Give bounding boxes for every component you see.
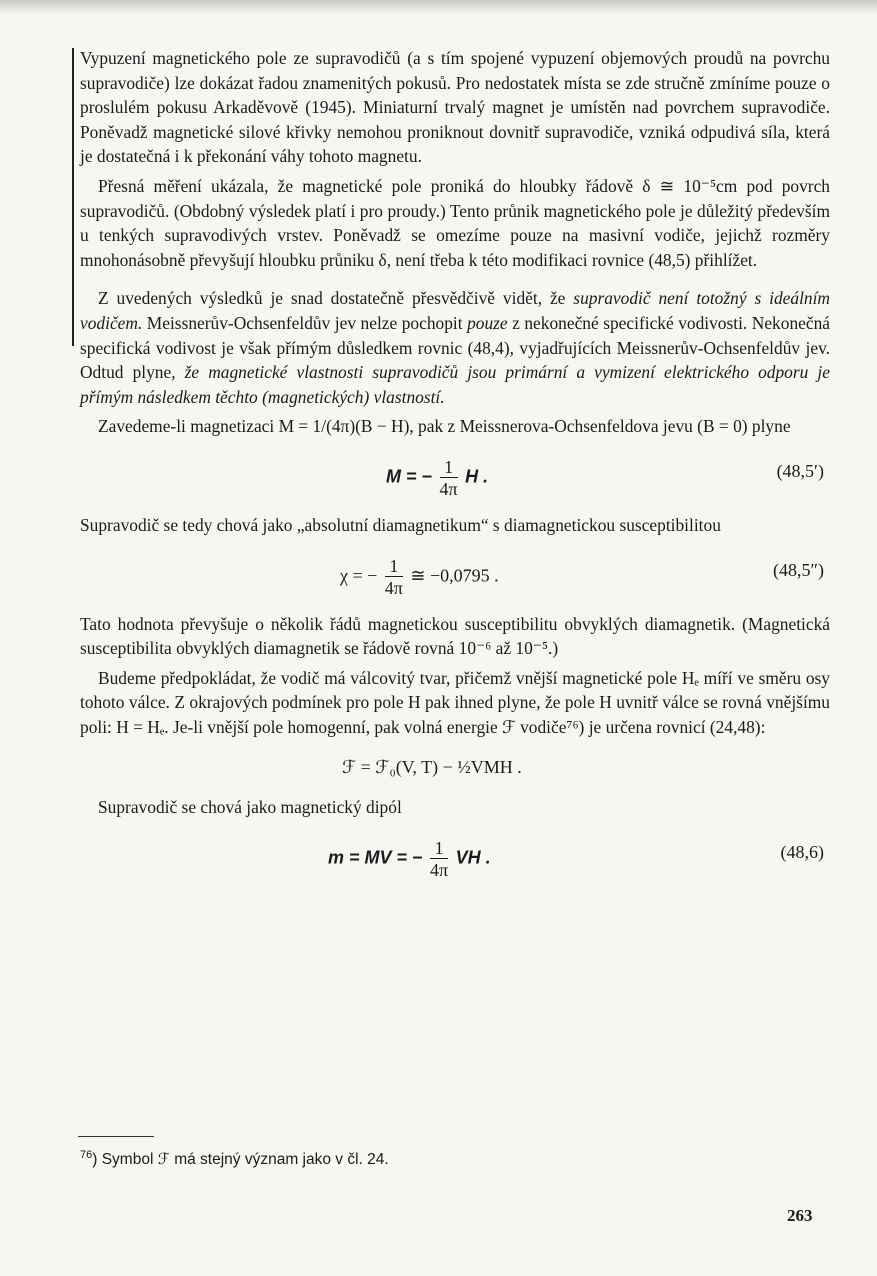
paragraph-penetration-depth: Přesná měření ukázala, že magnetické pole proniká do hloubky řádově δ ≅ 10⁻⁵cm pod povrch supravodičů. (Obdobný výsledek platí i pro proudy.) Tento průnik magnetického pole je důležitý především u tenkých supravodivých vrstev. Poněvadž se omezíme pouze na masivní vodiče, jejichž rozměry mnohonásobně převyšují hloubku průniku δ, není třeba k této modifikaci rovnice (48,5) přihlížet.: [80, 175, 830, 270]
paragraph-arkadev-experiment: Vypuzení magnetického pole ze supravodičů (a s tím spojené vypuzení objemových proudů na povrchu supravodiče) lze dokázat řadou znamenitých pokusů. Pro nedostatek místa se zde stručně zmíníme pouze o proslulém pokusu Arkaděvově (1945). Miniaturní trvalý magnet je umístěn nad povrchem supravodiče. Poněvadž magnetické silové křivky nemohou proniknout dovnitř supravodiče, vzniká odpudivá síla, která je dostatečná i k překonání váhy tohoto magnetu.: [80, 48, 830, 167]
paragraph-ideal-conductor: Z uvedených výsledků je snad dostatečně přesvědčivě vidět, že supravodič není totožný s ideálním vodičem. Meissnerův-Ochsenfeldův jev nelze pochopit pouze z nekonečné specifické vodivosti. Nekonečná specifická vodivost je však přímým důsledkem rovnic (48,4), vyjadřujících Meissnerův-Ochsenfeldův jev. Odtud plyne, že magnetické vlastnosti supravodičů jsou primární a vymizení elektrického odporu je přímým následkem těchto (magnetických) vlastností.: [80, 288, 830, 407]
page-body: [80, 46, 830, 894]
paragraph-susceptibility: Tato hodnota převyšuje o několik řádů magnetickou susceptibilitu obvyklých diamagnetik. (Magnetická susceptibilita obvyklých diamagnetik se řádově rovná 10⁻⁶ až 10⁻⁵.): [80, 613, 830, 659]
equation-48-5-prime: M = − $\frac{1}{4\pi}$ H . (48,5′): [386, 456, 824, 499]
footnote-rule: [78, 1136, 154, 1137]
paragraph-dipole: Supravodič se chová jako magnetický dipól: [98, 797, 402, 818]
equation-label: (48,6): [780, 842, 824, 863]
equation-label: (48,5′): [776, 460, 824, 481]
equation-free-energy: ℱ = ℱ₀(V, T) − ½VMH .: [342, 757, 522, 778]
paragraph-cylinder: Budeme předpokládat, že vodič má válcovitý tvar, přičemž vnější magnetické pole Hₑ míří ve směru osy tohoto válce. Z okrajových podmínek pro pole H pak ihned plyne, že pole H uvnitř válce se rovná vnějšímu poli: H = Hₑ. Je-li vnější pole homogenní, pak volná energie ℱ vodiče⁷⁶) je určena rovnicí (24,48):: [80, 667, 830, 737]
page-number: 263: [787, 1206, 813, 1225]
equation-48-5-double-prime: χ = − $\frac{1}{4\pi}$ ≅ −0,0795 . (48,5″): [340, 555, 824, 598]
footnote-76: $^{76}$) Symbol ℱ má stejný význam jako v čl. 24.: [80, 1148, 389, 1168]
paragraph-diamagnetic: Supravodič se tedy chová jako „absolutní diamagnetikum“ s diamagnetickou susceptibilitou: [80, 514, 721, 535]
paragraph-magnetization: Zavedeme-li magnetizaci M = 1/(4π)(B − H), pak z Meissnerova-Ochsenfeldova jevu (B = 0) plyne: [98, 416, 791, 437]
equation-48-6: m = MV = − $\frac{1}{4\pi}$ VH . (48,6): [328, 838, 824, 881]
page-top-shadow: [0, 0, 877, 14]
equation-label: (48,5″): [773, 559, 824, 580]
margin-change-bar: [72, 48, 74, 346]
